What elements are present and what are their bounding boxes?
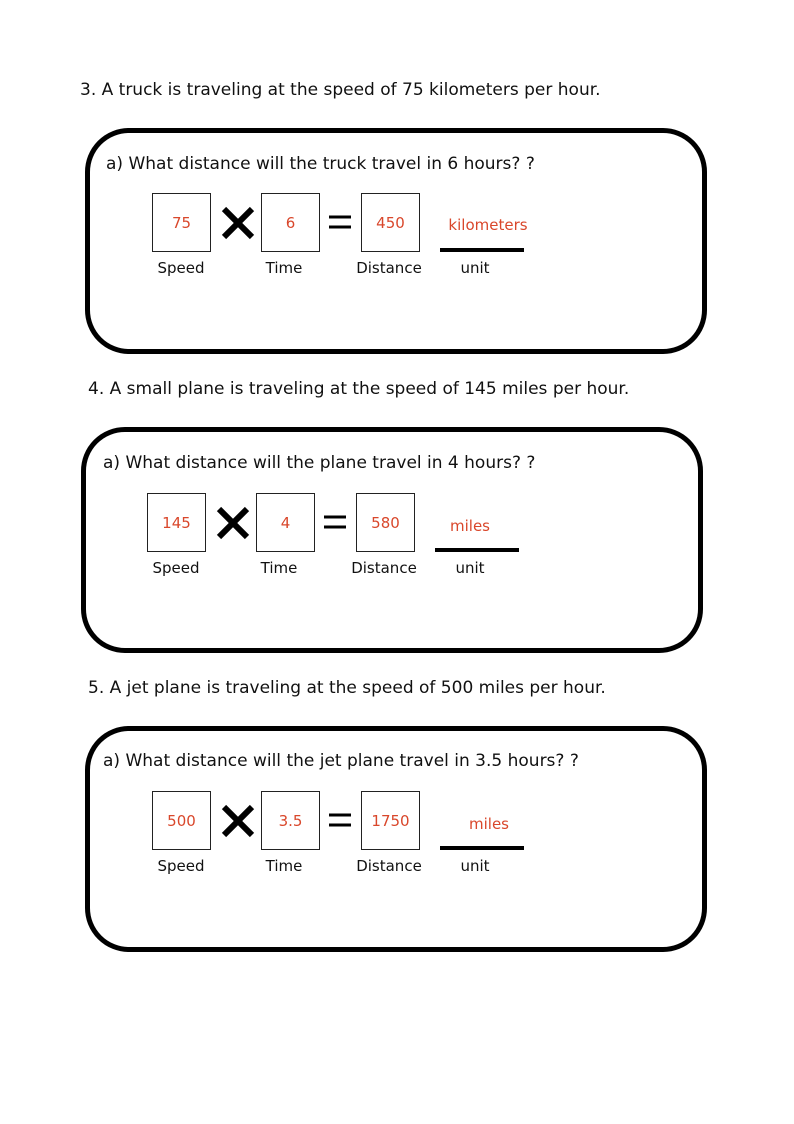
distance-answer-box[interactable]: 450 (361, 193, 420, 252)
unit-label: unit (460, 259, 490, 277)
unit-answer-line (440, 846, 524, 850)
time-label: Time (260, 559, 298, 577)
equals-icon (328, 214, 352, 230)
unit-label: unit (455, 559, 485, 577)
speed-label: Speed (157, 259, 205, 277)
speed-label: Speed (157, 857, 205, 875)
speed-answer-box[interactable]: 500 (152, 791, 211, 850)
equals-icon (323, 514, 347, 530)
problem-3-question: a) What distance will the truck travel in 6 hours? ? (106, 154, 535, 174)
multiply-icon (220, 803, 256, 839)
distance-label: Distance (356, 259, 422, 277)
unit-answer[interactable]: miles (450, 517, 490, 535)
unit-answer[interactable]: kilometers (448, 216, 528, 234)
distance-answer-box[interactable]: 1750 (361, 791, 420, 850)
time-answer-box[interactable]: 3.5 (261, 791, 320, 850)
time-label: Time (265, 857, 303, 875)
speed-answer-box[interactable]: 145 (147, 493, 206, 552)
distance-answer-box[interactable]: 580 (356, 493, 415, 552)
problem-4-question: a) What distance will the plane travel in 4 hours? ? (103, 453, 536, 473)
time-label: Time (265, 259, 303, 277)
equals-icon (328, 812, 352, 828)
speed-answer-box[interactable]: 75 (152, 193, 211, 252)
distance-label: Distance (356, 857, 422, 875)
distance-label: Distance (351, 559, 417, 577)
unit-label: unit (460, 857, 490, 875)
problem-3-title: 3. A truck is traveling at the speed of 75 kilometers per hour. (80, 80, 601, 100)
time-answer-box[interactable]: 4 (256, 493, 315, 552)
unit-answer-line (435, 548, 519, 552)
problem-5-question: a) What distance will the jet plane travel in 3.5 hours? ? (103, 751, 579, 771)
multiply-icon (220, 205, 256, 241)
problem-5-title: 5. A jet plane is traveling at the speed of 500 miles per hour. (88, 678, 606, 698)
multiply-icon (215, 505, 251, 541)
time-answer-box[interactable]: 6 (261, 193, 320, 252)
unit-answer[interactable]: miles (469, 815, 509, 833)
problem-4-title: 4. A small plane is traveling at the speed of 145 miles per hour. (88, 379, 630, 399)
unit-answer-line (440, 248, 524, 252)
speed-label: Speed (152, 559, 200, 577)
